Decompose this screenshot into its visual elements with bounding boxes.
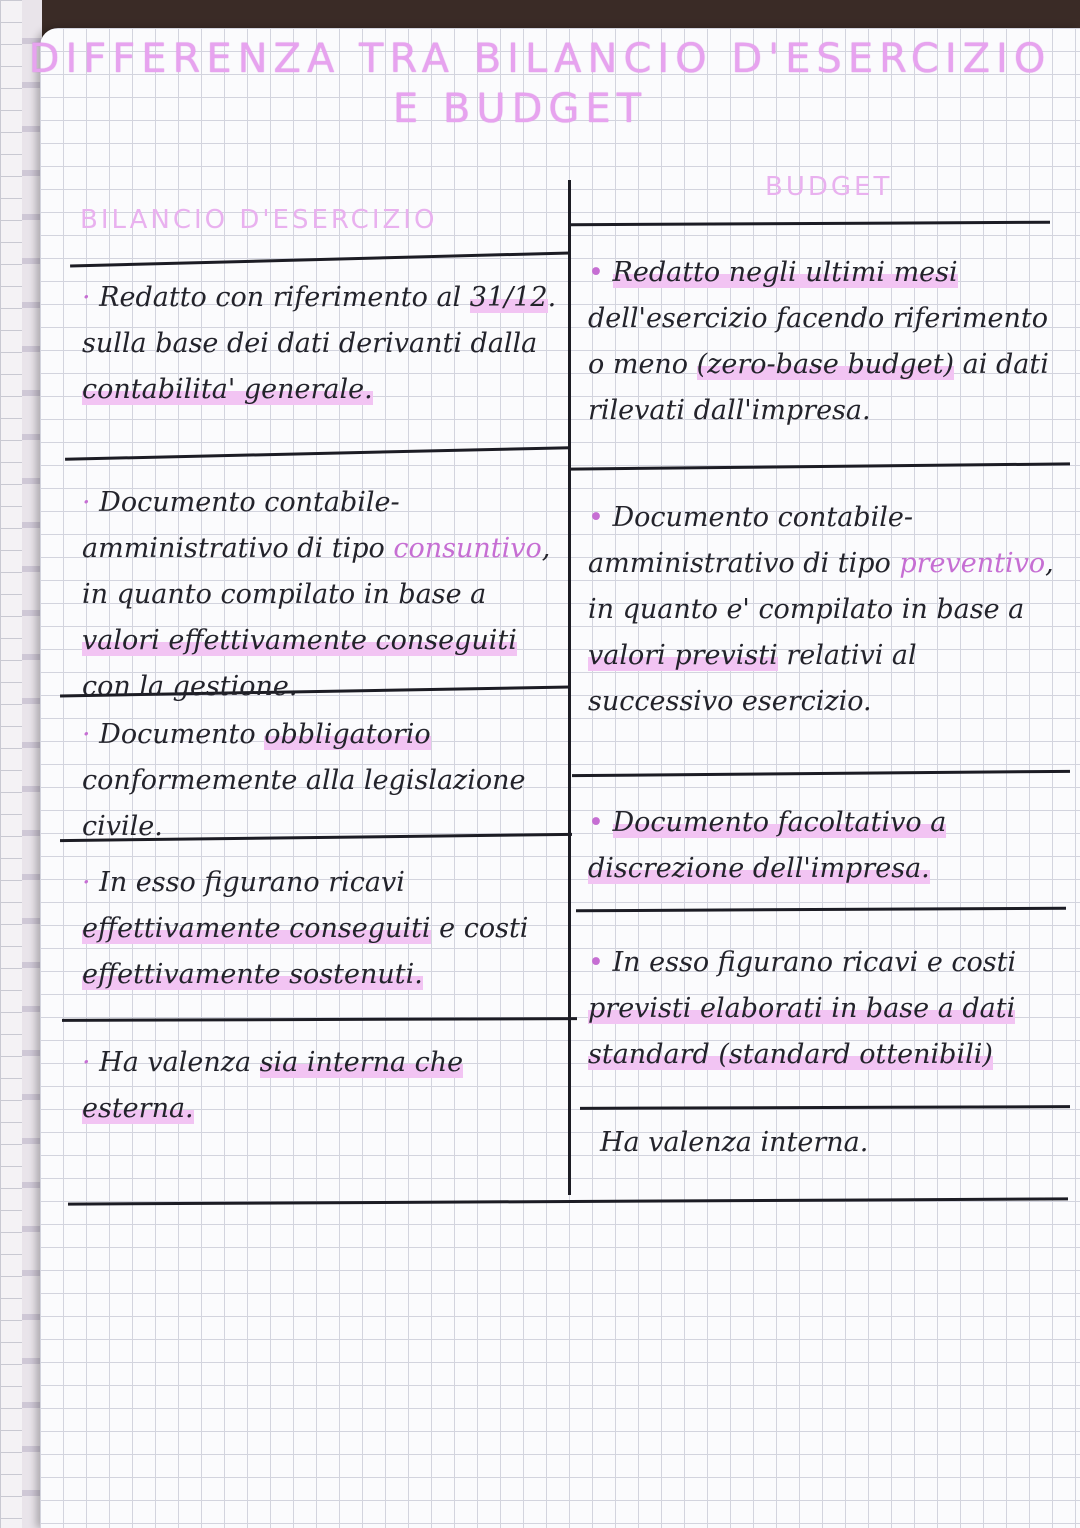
previous-page-edge [0,0,22,1528]
left-row-2: · Documento contabile-amministrativo di tipo consuntivo, in quanto compilato in base a valori effettivamente conseguiti con la gestione. [82,487,551,702]
right-column-header: BUDGET [765,172,893,202]
title-line-1: DIFFERENZA TRA BILANCIO D'ESERCIZIO [28,36,1052,82]
left-row-4: · In esso figurano ricavi effettivamente conseguiti e costi effettivamente sostenuti. [82,867,529,990]
left-column-header: BILANCIO D'ESERCIZIO [80,205,438,235]
right-row-2: • Documento contabile-amministrativo di tipo preventivo, in quanto e' compilato in base a valori previsti relativi al successivo esercizio. [588,502,1054,717]
right-row-5: Ha valenza interna. [600,1127,869,1158]
left-row-3: · Documento obbligatorio conformemente alla legislazione civile. [82,719,526,842]
title-line-2: E BUDGET [392,86,648,132]
left-row-5: · Ha valenza sia interna che esterna. [82,1047,464,1124]
left-row-1: · Redatto con riferimento al 31/12. sulla base dei dati derivanti dalla contabilita' generale. [82,282,557,405]
right-row-1: • Redatto negli ultimi mesi dell'esercizio facendo riferimento o meno (zero-base budget) ai dati rilevati dall'impresa. [588,257,1049,426]
right-row-4: • In esso figurano ricavi e costi previsti elaborati in base a dati standard (standard ottenibili) [588,947,1017,1070]
right-row-3: • Documento facoltativo a discrezione dell'impresa. [588,807,947,884]
notebook-spine [22,0,42,1528]
page-title [0,34,1080,134]
